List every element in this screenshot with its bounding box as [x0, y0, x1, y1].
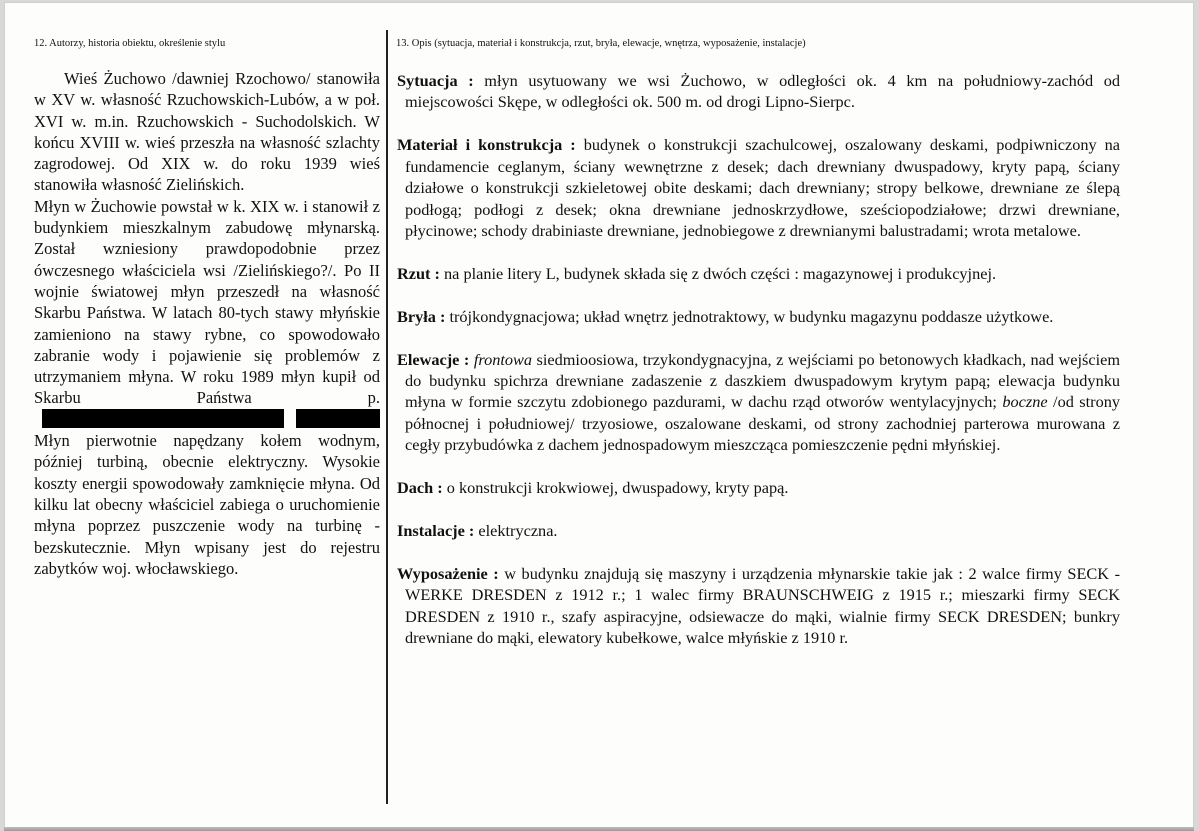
- section-text: młyn usytuowany we wsi Żuchowo, w odległości ok. 4 km na południowy-zachód od miejscowości Skępe, w odległości ok. 500 m. od drogi Lipno-Sierpc.: [405, 71, 1121, 112]
- section-label: Sytuacja :: [397, 71, 474, 90]
- redaction-bar: [42, 409, 284, 428]
- section-text: /od strony północnej i południowej/ trzyosiowe, oszalowane deskami, od strony zachodniej parterowa murowana z cegły przybudówka z dachem jednospadowym mieszcząca pomieszczenie pędni młyńskiej.: [405, 392, 1120, 455]
- section-text: siedmioosiowa, trzykondygnacyjna, z wejściami po betonowych kładkach, nad wejściem do budynku spichrza drewniane zadaszenie z daszkiem dwuspadowym krytym papą; elewacja budynku młyna w formie szczytu zdobionego pazdurami, w dachu rząd otworów wentylacyjnych;: [405, 349, 1121, 412]
- section-material: [397, 134, 1120, 241]
- left-column-header: 12. Autorzy, historia obiektu, określenie stylu: [34, 38, 226, 49]
- section-text: w budynku znajdują się maszyny i urządzenia młynarskie takie jak : 2 walce firmy SECK - WERKE DRESDEN z 1912 r.; 1 walec firmy BRAUNSCHWEIG z 1915 r.; mieszarki firmy SECK DRESDEN z 1910 r., szafy aspiracyjne, odsiewacze do mąki, wialnie firmy SECK DRESDEN; bunkry drewniane do mąki, elewatory kubełkowe, walce młyńskie z 1910 r.: [405, 564, 1120, 648]
- section-text: o konstrukcji krokwiowej, dwuspadowy, kryty papą.: [442, 478, 789, 498]
- history-column: [34, 68, 380, 579]
- history-mill-text-continued: Młyn pierwotnie napędzany kołem wodnym, później turbiną, obecnie elektryczny. Wysokie koszty energii spowodowały zamknięcie młyna. Od kilku lat obecny właściciel zabiega o uruchomienie młyna poprzez puszczenie wody na turbinę - bezskutecznie. Młyn wpisany jest do rejestru zabytków woj. włocławskiego.: [34, 431, 380, 578]
- section-text: elektryczna.: [474, 521, 558, 541]
- section-elewacje: [397, 349, 1120, 456]
- history-mill-text: Młyn w Żuchowie powstał w k. XIX w. i stanowił z budynkiem mieszkalnym zabudowę młynarską. Został wzniesiony prawdopodobnie przez ówczesnego właściciela wsi /Zielińskiego?/. Po II wojnie światowej młyn przeszedł na własność Skarbu Państwa. W latach 80-tych stawy młyńskie zamieniono na stawy rybne, co spowodowało zabranie wody i pojawienie się problemów z utrzymaniem młyna. W roku 1989 młyn kupił od Skarbu Państwa p.: [34, 196, 380, 408]
- section-wyposazenie: [397, 563, 1120, 649]
- section-text: trójkondygnacjowa; układ wnętrz jednotraktowy, w budynku magazynu poddasze użytkowe.: [445, 306, 1054, 326]
- section-label: Instalacje :: [397, 521, 475, 541]
- section-instalacje: [397, 520, 1120, 541]
- description-column: [397, 70, 1120, 670]
- section-italic-term: boczne: [1002, 392, 1048, 412]
- section-dach: [397, 477, 1120, 498]
- history-paragraph-village: [34, 68, 380, 196]
- section-label: Elewacje :: [397, 349, 470, 369]
- section-label: Materiał i konstrukcja :: [397, 135, 576, 155]
- section-rzut: [397, 263, 1120, 284]
- history-paragraph-mill: [34, 196, 380, 579]
- column-divider: [386, 30, 388, 804]
- right-column-header: 13. Opis (sytuacja, materiał i konstrukcja, rzut, bryła, elewacje, wnętrza, wyposażenie, instalacje): [396, 38, 806, 49]
- history-village-text: Wieś Żuchowo /dawniej Rzochowo/ stanowiła w XV w. własność Rzuchowskich-Lubów, a w poł. XVI w. m.in. Rzuchowskich - Suchodolskich. W końcu XVIII w. wieś przeszła na własność szlachty zagrodowej. Od XIX w. do roku 1939 wieś stanowiła własność Zielińskich.: [34, 69, 380, 195]
- section-bryla: [397, 306, 1120, 327]
- section-label: Bryła :: [397, 306, 446, 326]
- section-text: budynek o konstrukcji szachulcowej, oszalowany deskami, podpiwniczony na fundamencie ceglanym, ściany wewnętrzne z desek; dach drewniany dwuspadowy, kryty papą, ściany działowe o konstrukcji szkieletowej obite deskami; dach drewniany; stropy belkowe, drewniane ze ślepą podłogą; podłogi z desek; okna drewniane jednoskrzydłowe, sześciopodziałowe; drzwi drewniane, płycinowe; schody drabiniaste drewniane, jednobiegowe z drewnianymi balustradami; wrota metalowe.: [405, 135, 1121, 240]
- section-label: Rzut :: [397, 263, 440, 283]
- redaction-bar: [296, 409, 380, 428]
- section-label: Dach :: [397, 478, 443, 498]
- section-sytuacja: [397, 70, 1120, 113]
- section-italic-term: frontowa: [473, 349, 533, 369]
- section-label: Wyposażenie :: [397, 564, 499, 583]
- document-sheet: [4, 2, 1194, 828]
- section-text: na planie litery L, budynek składa się z dwóch części : magazynowej i produkcyjnej.: [439, 263, 997, 283]
